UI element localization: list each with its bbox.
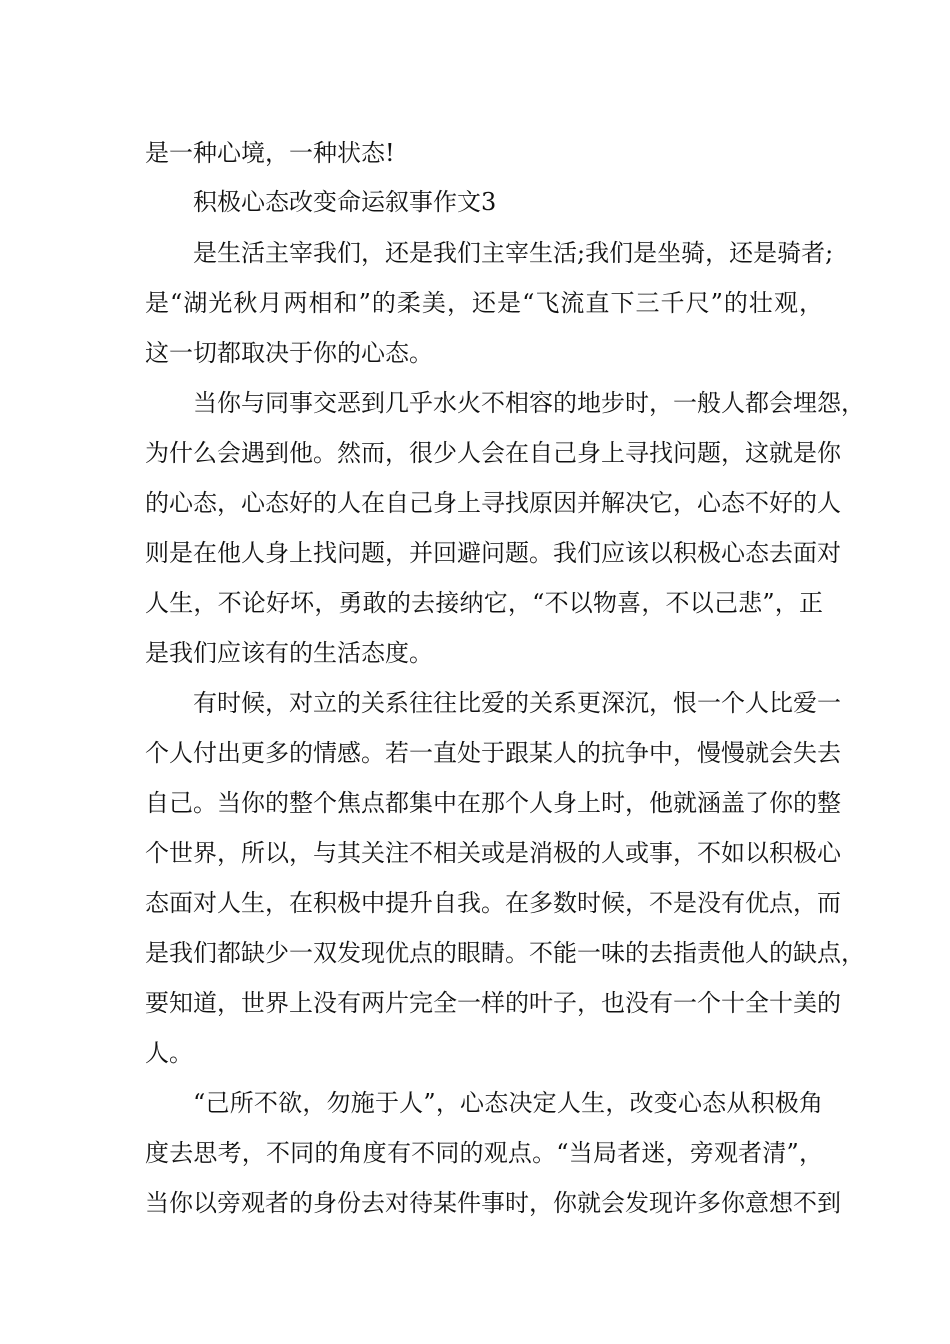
text-line: 当你以旁观者的身份去对待某件事时，你就会发现许多你意想不到 [145, 1189, 841, 1217]
text-line: 个世界，所以，与其关注不相关或是消极的人或事，不如以积极心 [145, 839, 841, 867]
text-line: 则是在他人身上找问题，并回避问题。我们应该以积极心态去面对 [145, 539, 841, 567]
text-line: 当你与同事交恶到几乎水火不相容的地步时，一般人都会埋怨， [193, 389, 865, 417]
text-line: “己所不欲，勿施于人”，心态决定人生，改变心态从积极角 [193, 1089, 823, 1117]
text-line: 的心态，心态好的人在自己身上寻找原因并解决它，心态不好的人 [145, 489, 841, 517]
section-heading: 积极心态改变命运叙事作文3 [193, 188, 497, 216]
text-line: 是我们应该有的生活态度。 [145, 639, 433, 667]
text-line: 这一切都取决于你的心态。 [145, 339, 433, 367]
text-line: 度去思考，不同的角度有不同的观点。“当局者迷，旁观者清”， [145, 1139, 823, 1167]
text-line: 是我们都缺少一双发现优点的眼睛。不能一味的去指责他人的缺点， [145, 939, 865, 967]
text-line: 为什么会遇到他。然而，很少人会在自己身上寻找问题，这就是你 [145, 439, 841, 467]
text-line: 是生活主宰我们，还是我们主宰生活;我们是坐骑，还是骑者; [193, 239, 834, 267]
text-line: 是一种心境，一种状态! [145, 139, 395, 167]
text-line: 要知道，世界上没有两片完全一样的叶子，也没有一个十全十美的 [145, 989, 841, 1017]
text-line: 个人付出更多的情感。若一直处于跟某人的抗争中，慢慢就会失去 [145, 739, 841, 767]
text-line: 是“湖光秋月两相和”的柔美，还是“飞流直下三千尺”的壮观， [145, 289, 823, 317]
text-line: 人。 [145, 1039, 193, 1067]
text-line: 人生，不论好坏，勇敢的去接纳它，“不以物喜，不以己悲”，正 [145, 589, 823, 617]
text-line: 有时候，对立的关系往往比爱的关系更深沉，恨一个人比爱一 [193, 689, 841, 717]
text-line: 态面对人生，在积极中提升自我。在多数时候，不是没有优点，而 [145, 889, 841, 917]
text-line: 自己。当你的整个焦点都集中在那个人身上时，他就涵盖了你的整 [145, 789, 841, 817]
